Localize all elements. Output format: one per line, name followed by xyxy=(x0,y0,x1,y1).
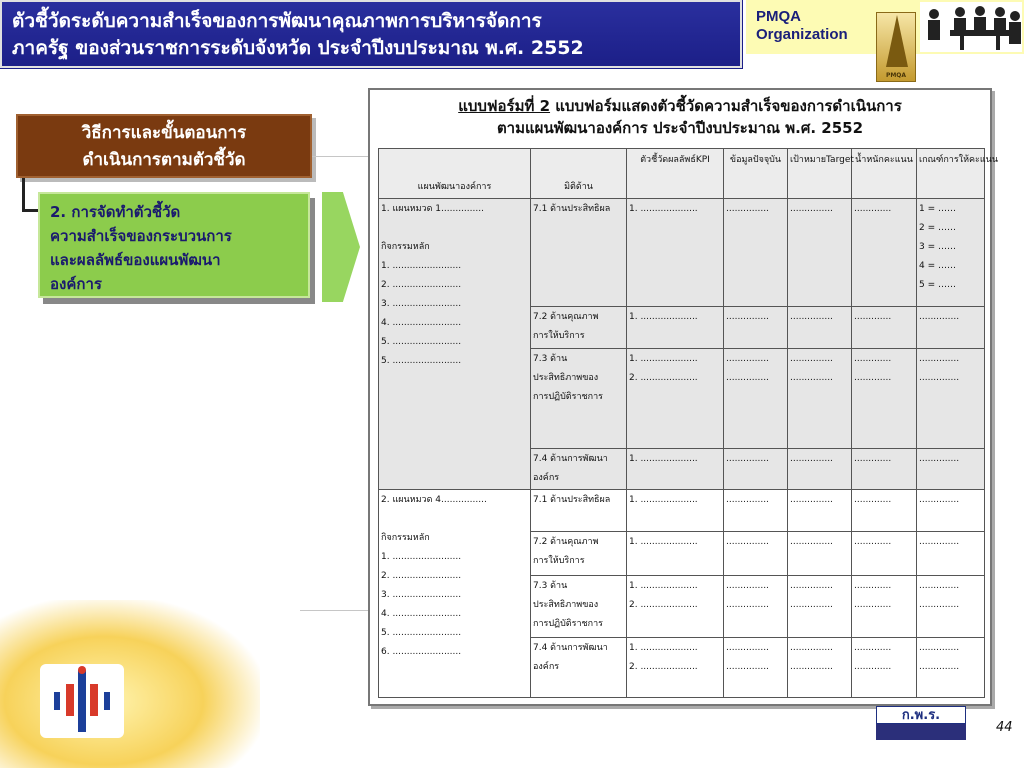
header-baseline: ข้อมูลปัจจุบัน xyxy=(724,149,788,199)
criteria-cell: .............. .............. xyxy=(917,349,985,449)
method-title-line1: วิธีการและขั้นตอนการ xyxy=(81,123,247,143)
opdc-logo-text: ก.พ.ร. xyxy=(876,706,966,724)
target-cell: ............... xyxy=(788,449,852,490)
form-title xyxy=(372,95,988,139)
kpi-cell: 1. .................... 2. .................... xyxy=(627,638,724,698)
criteria-cell: .............. xyxy=(917,532,985,576)
organization-logo-icon xyxy=(40,664,124,738)
pmqa-logo-icon xyxy=(876,12,916,82)
step-line2: ความสำเร็จของกระบวนการ xyxy=(50,227,232,245)
weight-cell: ............. xyxy=(852,490,917,532)
kpi-cell: 1. .................... xyxy=(627,532,724,576)
corner-glow-decoration xyxy=(0,600,260,768)
criteria-cell: .............. xyxy=(917,490,985,532)
baseline-cell: ............... xyxy=(724,307,788,349)
baseline-cell: ............... xyxy=(724,449,788,490)
weight-cell: ............. xyxy=(852,449,917,490)
header-plan: แผนพัฒนาองค์การ xyxy=(379,149,531,199)
table-row xyxy=(379,199,985,307)
target-cell: ............... xyxy=(788,532,852,576)
business-people-icon xyxy=(920,2,1022,52)
weight-cell: ............. xyxy=(852,532,917,576)
dimension-cell: 7.4 ด้านการพัฒนา องค์กร xyxy=(531,449,627,490)
right-arrow-icon xyxy=(322,192,360,302)
target-cell: ............... xyxy=(788,307,852,349)
guide-line-bottom xyxy=(300,610,378,611)
baseline-cell: ............... xyxy=(724,532,788,576)
target-cell: ............... ............... xyxy=(788,349,852,449)
page-number: 44 xyxy=(996,720,1013,735)
form-title-line2: ตามแผนพัฒนาองค์การ ประจำปีงบประมาณ พ.ศ. 2552 xyxy=(496,119,864,137)
step-line3: และผลลัพธ์ของแผนพัฒนา xyxy=(50,251,221,269)
target-cell: ............... ............... xyxy=(788,576,852,638)
organization-logo xyxy=(40,664,124,738)
step-box xyxy=(38,192,310,298)
brand-line2: Organization xyxy=(756,26,848,43)
kpi-cell: 1. .................... 2. .................... xyxy=(627,576,724,638)
baseline-cell: ............... ............... xyxy=(724,349,788,449)
weight-cell: ............. ............. xyxy=(852,349,917,449)
method-title-line2: ดำเนินการตามตัวชี้วัด xyxy=(82,150,246,170)
kpi-cell: 1. .................... xyxy=(627,307,724,349)
criteria-cell: 1 = …… 2 = …… 3 = …… 4 = …… 5 = …… xyxy=(917,199,985,307)
step-line4: องค์การ xyxy=(50,275,102,293)
pmqa-logo-tag: PMQA xyxy=(885,72,907,79)
criteria-cell: .............. xyxy=(917,449,985,490)
header-target: เป้าหมายTarget xyxy=(788,149,852,199)
dimension-cell: 7.3 ด้าน ประสิทธิภาพของ การปฏิบัติราชการ xyxy=(531,349,627,449)
table-header-row xyxy=(379,149,985,199)
slide-title-line2: ภาครัฐ ของส่วนราชการระดับจังหวัด ประจำปีงบประมาณ พ.ศ. 2552 xyxy=(12,37,584,59)
weight-cell: ............. ............. xyxy=(852,638,917,698)
criteria-cell: .............. xyxy=(917,307,985,349)
criteria-cell: .............. .............. xyxy=(917,638,985,698)
baseline-cell: ............... xyxy=(724,199,788,307)
dimension-cell: 7.2 ด้านคุณภาพ การให้บริการ xyxy=(531,532,627,576)
baseline-cell: ............... ............... xyxy=(724,638,788,698)
pmqa-brand-text xyxy=(756,8,848,44)
criteria-cell: .............. .............. xyxy=(917,576,985,638)
dimension-cell: 7.1 ด้านประสิทธิผล xyxy=(531,490,627,532)
form-title-prefix: แบบฟอร์มที่ 2 xyxy=(458,97,551,115)
weight-cell: ............. xyxy=(852,307,917,349)
weight-cell: ............. xyxy=(852,199,917,307)
dimension-cell: 7.1 ด้านประสิทธิผล xyxy=(531,199,627,307)
dimension-cell: 7.2 ด้านคุณภาพ การให้บริการ xyxy=(531,307,627,349)
target-cell: ............... xyxy=(788,490,852,532)
header-kpi: ตัวชี้วัดผลลัพธ์KPI xyxy=(627,149,724,199)
header-weight: น้ำหนักคะแนน xyxy=(852,149,917,199)
plan-cell-group2: 2. แผนหมวด 4................ กิจกรรมหลัก 1. ........................ 2. ........................ 3. ........................ 4. ........................ 5. ........................ 6. ........................ xyxy=(379,490,531,698)
method-title-box xyxy=(16,114,312,178)
kpi-form-table xyxy=(378,148,998,698)
table-row xyxy=(379,490,985,532)
slide-title-line1: ตัวชี้วัดระดับความสำเร็จของการพัฒนาคุณภาพการบริหารจัดการ xyxy=(12,10,542,32)
form-title-line1: แบบฟอร์มแสดงตัวชี้วัดความสำเร็จของการดำเนินการ xyxy=(550,97,902,115)
dimension-cell: 7.3 ด้าน ประสิทธิภาพของ การปฏิบัติราชการ xyxy=(531,576,627,638)
header-dimension: มิติด้าน xyxy=(531,149,627,199)
slide-title-bar xyxy=(0,0,742,68)
kpi-cell: 1. .................... xyxy=(627,449,724,490)
target-cell: ............... ............... xyxy=(788,638,852,698)
baseline-cell: ............... ............... xyxy=(724,576,788,638)
weight-cell: ............. ............. xyxy=(852,576,917,638)
dimension-cell: 7.4 ด้านการพัฒนา องค์กร xyxy=(531,638,627,698)
header-criteria: เกณฑ์การให้คะแนน xyxy=(917,149,985,199)
brand-line1: PMQA xyxy=(756,8,801,25)
plan-cell-group1: 1. แผนหมวด 1............... กิจกรรมหลัก 1. ........................ 2. ........................ 3. ........................ 4. ........................ 5. ........................ 5. ........................ xyxy=(379,199,531,490)
step-line1: 2. การจัดทำตัวชี้วัด xyxy=(50,203,181,221)
kpi-cell: 1. .................... xyxy=(627,490,724,532)
baseline-cell: ............... xyxy=(724,490,788,532)
kpi-cell: 1. .................... xyxy=(627,199,724,307)
target-cell: ............... xyxy=(788,199,852,307)
kpi-cell: 1. .................... 2. .................... xyxy=(627,349,724,449)
opdc-logo xyxy=(876,706,966,740)
